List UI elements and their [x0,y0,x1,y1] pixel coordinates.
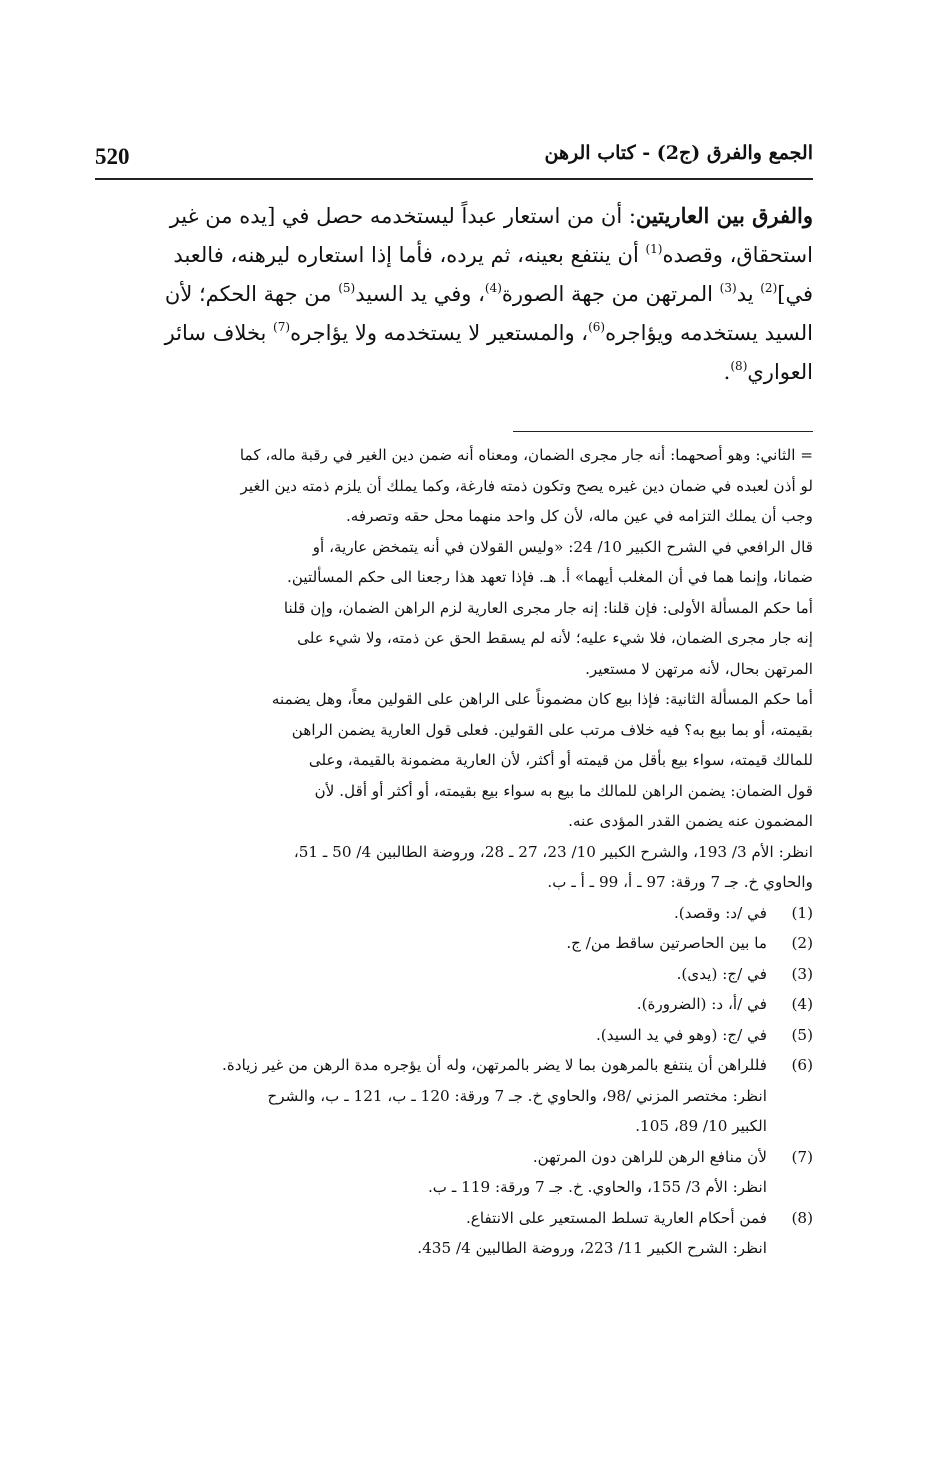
note-line: = الثاني: وهو أصحهما: أنه جار مجرى الضمان، ومعناه أنه ضمن دين الغير في رقبة ماله، كما [239,446,813,464]
running-title: الجمع والفرق (ج2) - كتاب الرهن [544,142,813,164]
note-line: قال الرافعي في الشرح الكبير 10/ 24: «وليس القولان في أنه يتمخض عارية، أو [312,537,813,556]
footnote-number: (2) [791,934,813,952]
main-line: استحقاق، وقصده$^{(1)}$ أن ينتفع بعينه، ثم يرده، فأما إذا استعاره ليرهنه، فالعبد [173,242,813,267]
note-line: المضمون عنه يضمن القدر المؤدى عنه. [568,812,813,830]
note-line: انظر: مختصر المزني /98، والحاوي خ. جـ 7 ورقة: 120 ـ ب، 121 ـ ب، والشرح [267,1086,767,1105]
footnotes [113,440,813,1264]
lead-phrase: والفرق بين العاريتين [635,203,813,228]
note-line: لأن منافع الرهن للراهن دون المرتهن. [532,1147,767,1166]
footnote-number: (6) [791,1056,813,1074]
footnote-2 [113,928,813,959]
footnote-6 [113,1050,813,1142]
page-number: 520 [95,144,130,169]
footnote-4 [113,989,813,1020]
footnote-ref: (1) [645,242,663,256]
note-line: ضمانا، وإنما هما في أن المغلب أيهما» أ. هـ. فإذا تعهد هذا رجعنا الى حكم المسألتين. [287,568,813,586]
main-line: في]$^{(2)}$ يد$^{(3)}$ المرتهن من جهة الصورة$^{(4)}$، وفي يد السيد$^{(5)}$ من جهة الحكم؛ لأن [164,281,813,306]
note-line: أما حكم المسألة الثانية: فإذا بيع كان مضموناً على الراهن على القولين معاً، وهل يضمنه [271,690,813,708]
note-line: انظر: الشرح الكبير 11/ 223، وروضة الطالبين 4/ 435. [417,1239,767,1257]
footnote-number: (8) [791,1208,813,1227]
footnote-3 [113,959,813,990]
note-line: في /أ، د: (الضرورة). [636,995,767,1013]
note-line: انظر: الأم 3/ 193، والشرح الكبير 10/ 23، 27 ـ 28، وروضة الطالبين 4/ 50 ـ 51، [293,842,813,861]
main-line: والفرق بين العاريتين: أن من استعار عبداً ليستخدمه حصل في [يده من غير [169,203,813,228]
note-line: الكبير 10/ 89، 105. [635,1117,767,1135]
note-line: قول الضمان: يضمن الراهن للمالك ما بيع به سواء بيع بقيمته، أو أكثر أو أقل. لأن [314,781,813,800]
footnote-ref: (8) [730,359,748,373]
footnote-8 [113,1203,813,1264]
note-line: في /د: وقصد). [673,903,767,922]
note-line: أما حكم المسألة الأولى: فإن قلنا: إنه جار مجرى العارية لزم الراهن الضمان، وإن قلنا [283,598,813,617]
footnote-ref: (5) [338,281,356,295]
footnote-separator [513,431,813,432]
footnote-number: (1) [791,903,813,922]
footnote-number: (3) [791,964,813,983]
footnote-1 [113,898,813,929]
main-text [113,196,813,392]
footnote-number: (5) [791,1025,813,1044]
note-line: فمن أحكام العارية تسلط المستعير على الانتفاع. [465,1208,767,1227]
main-line: العواري$^{(8)}$. [723,359,813,384]
note-line: للمالك قيمته، سواء بيع بأقل من قيمته أو أكثر، لأن العارية مضمونة بالقيمة، وعلى [308,751,813,769]
note-line: فللراهن أن ينتفع بالمرهون بما لا يضر بالمرتهن، وله أن يؤجره مدة الرهن من غير زيادة. [222,1056,767,1074]
footnote-number: (7) [791,1147,813,1166]
continued-note [113,440,813,898]
footnote-number: (4) [791,995,813,1013]
page-header [95,142,813,176]
note-line: ما بين الحاصرتين ساقط من/ ج. [566,934,767,952]
note-line: في /ج: (وهو في يد السيد). [595,1025,767,1044]
main-line: السيد يستخدمه ويؤاجره$^{(6)}$، والمستعير لا يستخدمه ولا يؤاجره$^{(7)}$ بخلاف سائر [164,320,813,345]
footnote-5 [113,1020,813,1051]
footnote-ref: (6) [588,320,606,334]
note-line: بقيمته، أو بما بيع به؟ فيه خلاف مرتب على القولين. فعلى قول العارية يضمن الراهن [291,720,813,739]
note-line: انظر: الأم 3/ 155، والحاوي. خ. جـ 7 ورقة: 119 ـ ب. [427,1178,767,1196]
note-line: في /ج: (يدى). [676,964,767,983]
note-line: المرتهن بحال، لأنه مرتهن لا مستعير. [585,659,813,678]
footnote-ref: (3) [719,281,737,295]
note-line: وجب أن يملك التزامه في عين ماله، لأن كل واحد منهما محل حقه وتصرفه. [345,507,813,525]
note-line: لو أذن لعبده في ضمان دين غيره يصح وتكون ذمته فارغة، وكما يملك أن يلزم ذمته دين الغير [240,476,813,495]
note-line: إنه جار مجرى الضمان، فلا شيء عليه؛ لأنه لم يسقط الحق عن ذمته، ولا شيء على [297,629,813,647]
header-rule [95,178,813,180]
footnote-ref: (4) [484,281,502,295]
footnote-7 [113,1142,813,1203]
note-line: والحاوي خ. جـ 7 ورقة: 97 ـ أ، 99 ـ أ ـ ب. [547,873,813,891]
footnote-ref: (2) [760,281,778,295]
footnote-ref: (7) [273,320,291,334]
